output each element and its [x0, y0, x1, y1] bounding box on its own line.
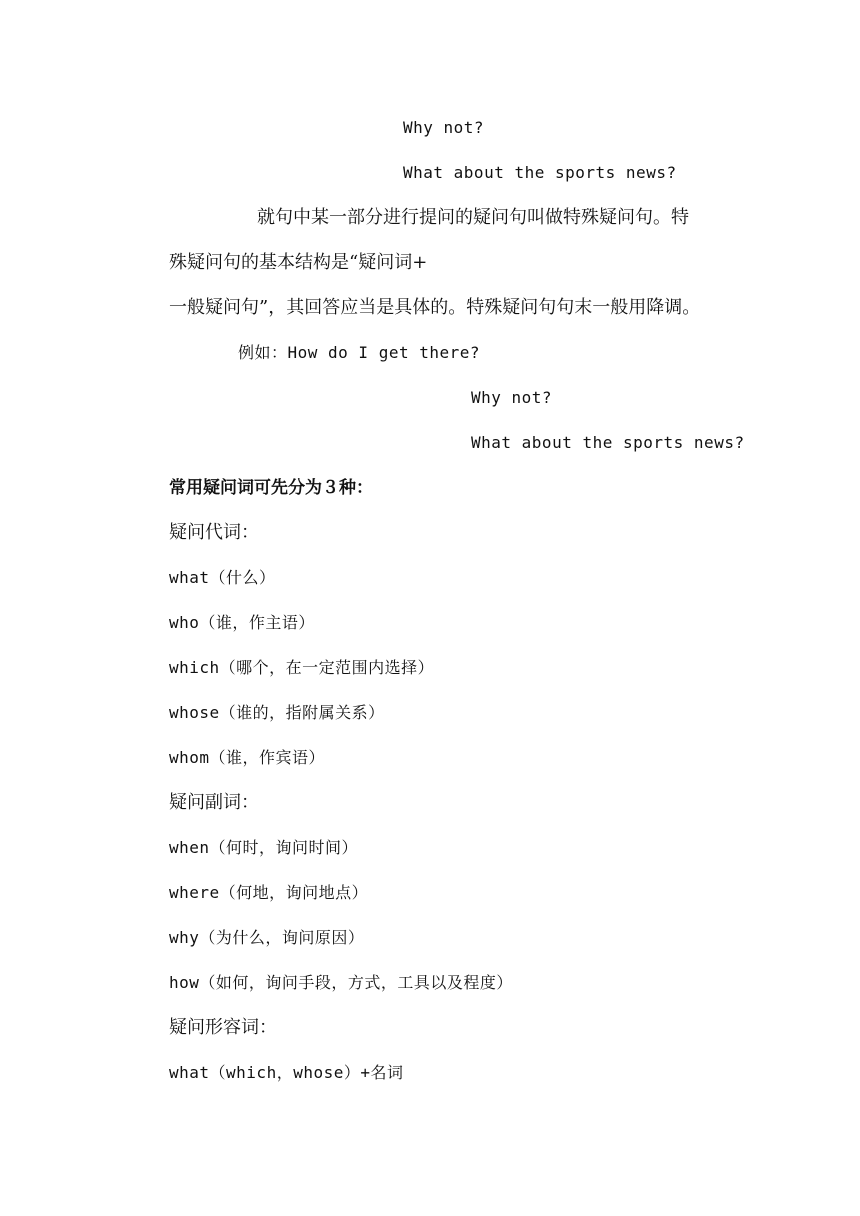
paragraph-line-1: 就句中某一部分进行提问的疑问句叫做特殊疑问句。特: [257, 207, 689, 228]
adverb-item: how（如何，询问手段，方式，工具以及程度）: [169, 973, 513, 992]
top-example-line-2: What about the sports news?: [403, 163, 677, 182]
pronoun-item: what（什么）: [169, 568, 276, 587]
adverb-item: where（何地，询问地点）: [169, 883, 369, 902]
adjective-item: what（which，whose）+名词: [169, 1063, 404, 1082]
adjectives-title: 疑问形容词：: [169, 1017, 277, 1038]
pronoun-item: whose（谁的，指附属关系）: [169, 703, 385, 722]
example-intro: 例如：How do I get there?: [238, 343, 481, 362]
pronoun-item: which（哪个，在一定范围内选择）: [169, 658, 435, 677]
adverbs-title: 疑问副词：: [169, 792, 259, 813]
pronoun-item: whom（谁，作宾语）: [169, 748, 326, 767]
top-example-line-1: Why not?: [403, 118, 485, 137]
example-line-1: Why not?: [471, 388, 553, 407]
adverb-item: when（何时，询问时间）: [169, 838, 359, 857]
example-line-2: What about the sports news?: [471, 433, 745, 452]
paragraph-line-3: 一般疑问句”，其回答应当是具体的。特殊疑问句句末一般用降调。: [169, 297, 701, 318]
adverb-item: why（为什么，询问原因）: [169, 928, 365, 947]
section-heading: 常用疑问词可先分为３种：: [169, 478, 373, 498]
pronouns-title: 疑问代词：: [169, 522, 259, 543]
paragraph-line-2: 殊疑问句的基本结构是“疑问词+: [169, 252, 428, 273]
pronoun-item: who（谁，作主语）: [169, 613, 315, 632]
